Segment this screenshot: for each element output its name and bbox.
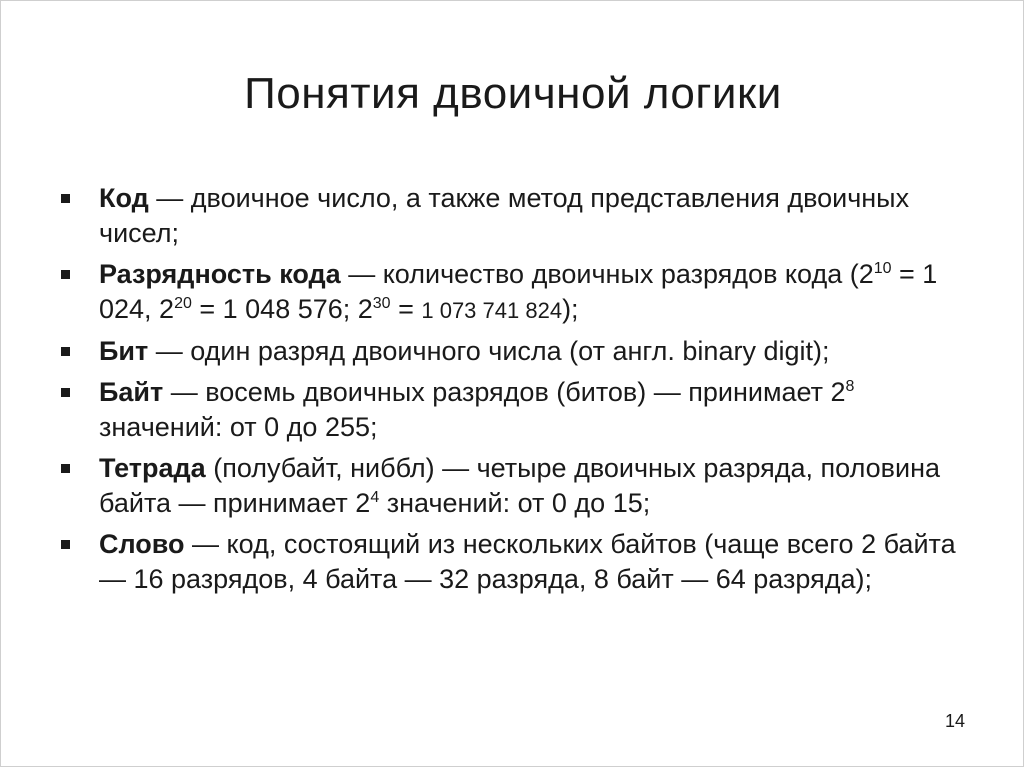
bullet-item-code bbox=[61, 181, 961, 251]
bullet-item-nibble bbox=[61, 451, 961, 521]
bullet-item-code-width bbox=[61, 257, 961, 328]
exponent: 4 bbox=[370, 489, 380, 506]
exponent: 10 bbox=[873, 260, 892, 277]
square-bullet-icon bbox=[61, 388, 70, 397]
slide-title: Понятия двоичной логики bbox=[244, 69, 782, 118]
term-label: Бит bbox=[99, 336, 149, 366]
exponent: 30 bbox=[372, 295, 391, 312]
term-label: Разрядность кода bbox=[99, 259, 341, 289]
definition-text: — один разряд двоичного числа (от англ. binary digit); bbox=[148, 336, 830, 366]
square-bullet-icon bbox=[61, 464, 70, 473]
square-bullet-icon bbox=[61, 347, 70, 356]
bullet-item-bit bbox=[61, 334, 961, 369]
square-bullet-icon bbox=[61, 540, 70, 549]
definition-text: значений: от 0 до 15; bbox=[379, 488, 651, 518]
definition-text: = 1 048 576; 2 bbox=[191, 294, 373, 324]
square-bullet-icon bbox=[61, 270, 70, 279]
square-bullet-icon bbox=[61, 194, 70, 203]
page-number: 14 bbox=[945, 711, 966, 731]
definition-text: = bbox=[390, 294, 422, 324]
definition-text: (полубайт, ниббл) — четыре двоичных разряда, половина байта — принимает 2 bbox=[99, 453, 941, 518]
term-label: Байт bbox=[99, 377, 164, 407]
term-label: Слово bbox=[99, 529, 185, 559]
term-label: Код bbox=[99, 183, 149, 213]
definition-text: = 1 024, 2 bbox=[99, 259, 938, 324]
exponent: 20 bbox=[174, 295, 192, 312]
bullet-item-byte bbox=[61, 375, 961, 445]
definition-text: — код, состоящий из нескольких байтов (чаще всего 2 байта — 16 разрядов, 4 байта — 32 разряда, 8 байт — 64 разряда); bbox=[99, 529, 956, 594]
definition-text: значений: от 0 до 255; bbox=[99, 412, 378, 442]
definition-text: — количество двоичных разрядов кода (2 bbox=[340, 259, 874, 289]
bullet-item-word bbox=[61, 527, 961, 597]
definition-number: 1 073 741 824 bbox=[421, 298, 563, 323]
definition-text: — восемь двоичных разрядов (битов) — принимает 2 bbox=[163, 377, 846, 407]
definition-text: ); bbox=[562, 294, 579, 324]
definition-text: — двоичное число, а также метод представления двоичных чисел; bbox=[99, 183, 910, 248]
exponent: 8 bbox=[845, 378, 855, 395]
bullet-list bbox=[61, 181, 961, 603]
term-label: Тетрада bbox=[99, 453, 206, 483]
